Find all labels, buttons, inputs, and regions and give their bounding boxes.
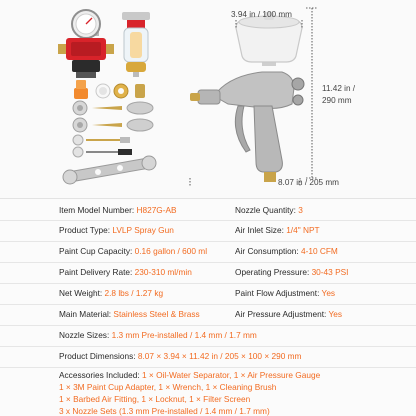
spec-row: [0, 262, 416, 284]
main-material-spec: Main Material: Stainless Steel & Brass: [59, 309, 200, 319]
width-dimension-label: 3.94 in / 100 mm: [231, 10, 292, 19]
filter-screen-icon: [96, 84, 110, 98]
product-type-spec: Product Type: LVLP Spray Gun: [59, 225, 174, 235]
product-dimensions-spec: Product Dimensions: 8.07 × 3.94 × 11.42 in / 205 × 100 × 290 mm: [59, 351, 302, 361]
wrench-icon: [63, 156, 156, 184]
spec-row: [0, 325, 416, 347]
accessories-line-1: Accessories Included: 1 × Oil-Water Separator, 1 × Air Pressure Gauge: [59, 370, 321, 380]
nozzle-sizes-spec: Nozzle Sizes: 1.3 mm Pre-installed / 1.4 mm / 1.7 mm: [59, 330, 257, 340]
spec-row: [0, 283, 416, 305]
operating-pressure-spec: Operating Pressure: 30-43 PSI: [235, 267, 349, 277]
air-inlet-spec: Air Inlet Size: 1/4" NPT: [235, 225, 320, 235]
cleaning-brush-icon: [73, 135, 132, 157]
air-pressure-adjustment-spec: Air Pressure Adjustment: Yes: [235, 309, 343, 319]
oil-water-separator-icon: [122, 12, 150, 77]
spec-row: [0, 220, 416, 242]
barbed-fitting-icon: [135, 84, 145, 98]
nozzle-quantity-spec: Nozzle Quantity: 3: [235, 205, 303, 215]
spec-row: [0, 199, 416, 221]
accessories-line-4: 3 x Nozzle Sets (1.3 mm Pre-installed / 1.4 mm / 1.7 mm): [59, 406, 270, 416]
locknut-icon: [114, 84, 128, 98]
item-model-spec: Item Model Number: H827G-AB: [59, 205, 177, 215]
specifications-table: [0, 198, 416, 416]
paint-delivery-spec: Paint Delivery Rate: 230-310 ml/min: [59, 267, 192, 277]
accessories-line-3: 1 × Barbed Air Fitting, 1 × Locknut, 1 × Filter Screen: [59, 394, 251, 404]
air-consumption-spec: Air Consumption: 4-10 CFM: [235, 246, 338, 256]
net-weight-spec: Net Weight: 2.8 lbs / 1.27 kg: [59, 288, 164, 298]
spec-row: [0, 346, 416, 368]
spray-gun-icon: [190, 12, 304, 182]
nozzle-set-icon: [73, 101, 153, 132]
product-illustration: [0, 0, 416, 198]
paint-flow-adjustment-spec: Paint Flow Adjustment: Yes: [235, 288, 336, 298]
spec-row: [0, 304, 416, 326]
height-dimension-label-mm: 290 mm: [322, 96, 352, 105]
air-pressure-gauge-icon: [58, 10, 114, 78]
product-image-area: [0, 0, 416, 198]
accessories-line-2: 1 × 3M Paint Cup Adapter, 1 × Wrench, 1 × Cleaning Brush: [59, 382, 277, 392]
paint-cup-capacity-spec: Paint Cup Capacity: 0.16 gallon / 600 ml: [59, 246, 208, 256]
spec-row: [0, 241, 416, 263]
depth-dimension-label: 8.07 in / 205 mm: [278, 178, 339, 187]
cup-adapter-icon: [74, 80, 88, 99]
accessories-block: [0, 367, 416, 416]
height-dimension-label: 11.42 in /: [322, 84, 356, 93]
